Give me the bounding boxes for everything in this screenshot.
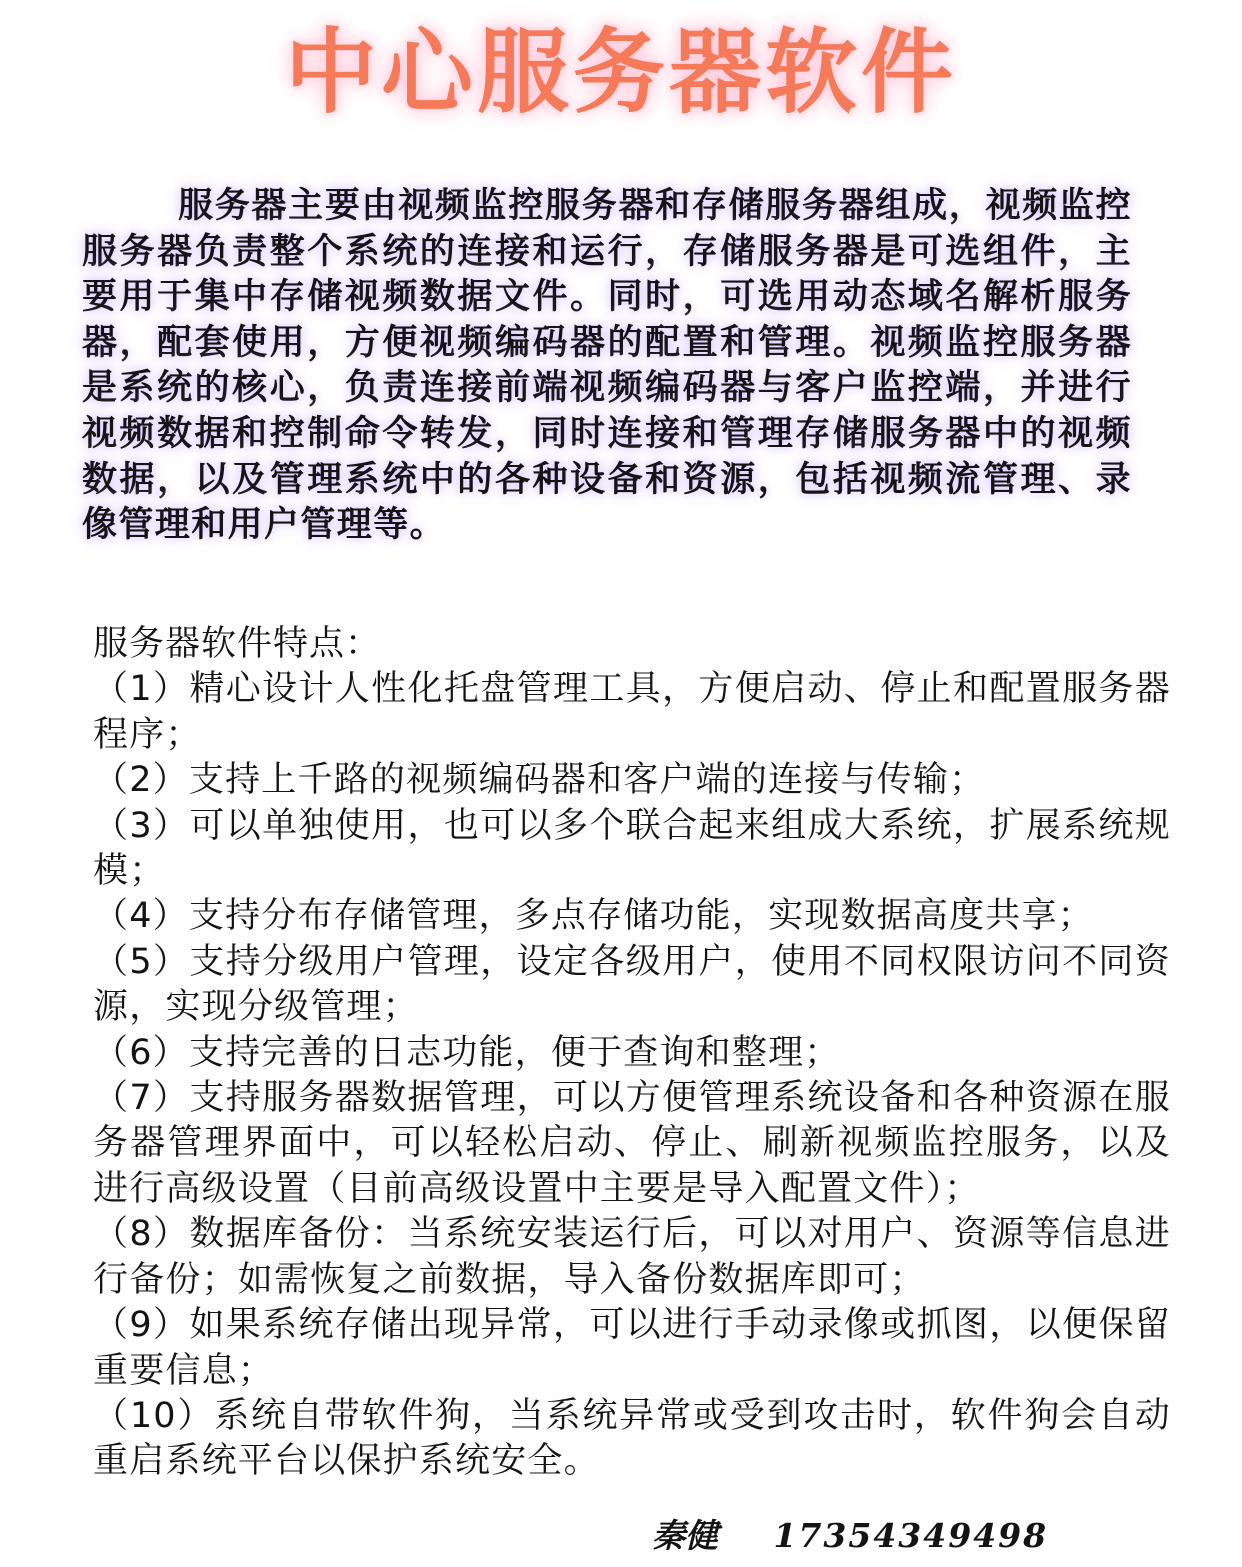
feature-list: [93, 667, 1171, 1484]
signature-phone: 17354349498: [773, 1516, 1049, 1555]
signature: [652, 1514, 1048, 1558]
feature-item-6: （6）支持完善的日志功能，便于查询和整理；: [93, 1032, 841, 1073]
feature-item-8: （8）数据库备份：当系统安装运行后，可以对用户、资源等信息进行备份；如需恢复之前数据，导入备份数据库即可；: [93, 1214, 1171, 1300]
feature-item-3: （3）可以单独使用，也可以多个联合起来组成大系统，扩展系统规模；: [93, 805, 1171, 892]
feature-item-5: （5）支持分级用户管理，设定各级用户，使用不同权限访问不同资源，实现分级管理；: [93, 941, 1171, 1028]
intro-paragraph: 服务器主要由视频监控服务器和存储服务器组成，视频监控服务器负责整个系统的连接和运行，存储服务器是可选组件，主要用于集中存储视频数据文件。同时，可选用动态域名解析服务器，配套使用，方便视频编码器的配置和管理。视频监控服务器是系统的核心，负责连接前端视频编码器与客户监控端，并进行视频数据和控制命令转发，同时连接和管理存储服务器中的视频数据，以及管理系统中的各种设备和资源，包括视频流管理、录像管理和用户管理等。: [82, 186, 1132, 546]
feature-item-7: （7）支持服务器数据管理，可以方便管理系统设备和各种资源在服务器管理界面中，可以轻松启动、停止、刷新视频监控服务，以及进行高级设置（目前高级设置中主要是导入配置文件）；: [93, 1078, 1171, 1209]
feature-item-4: （4）支持分布存储管理，多点存储功能，实现数据高度共享；: [93, 896, 1094, 937]
signature-name: 秦健: [652, 1516, 718, 1555]
features-section: [93, 622, 1171, 1485]
page-title: 中心服务器软件: [284, 19, 957, 126]
features-heading: 服务器软件特点：: [93, 624, 382, 664]
feature-item-9: （9）如果系统存储出现异常，可以进行手动录像或抓图，以便保留重要信息；: [93, 1305, 1171, 1391]
feature-item-1: （1）精心设计人性化托盘管理工具，方便启动、停止和配置服务器程序；: [93, 669, 1171, 755]
feature-item-2: （2）支持上千路的视频编码器和客户端的连接与传输；: [93, 760, 986, 801]
feature-item-10: （10）系统自带软件狗，当系统异常或受到攻击时，软件狗会自动重启系统平台以保护系统安全。: [93, 1395, 1171, 1482]
